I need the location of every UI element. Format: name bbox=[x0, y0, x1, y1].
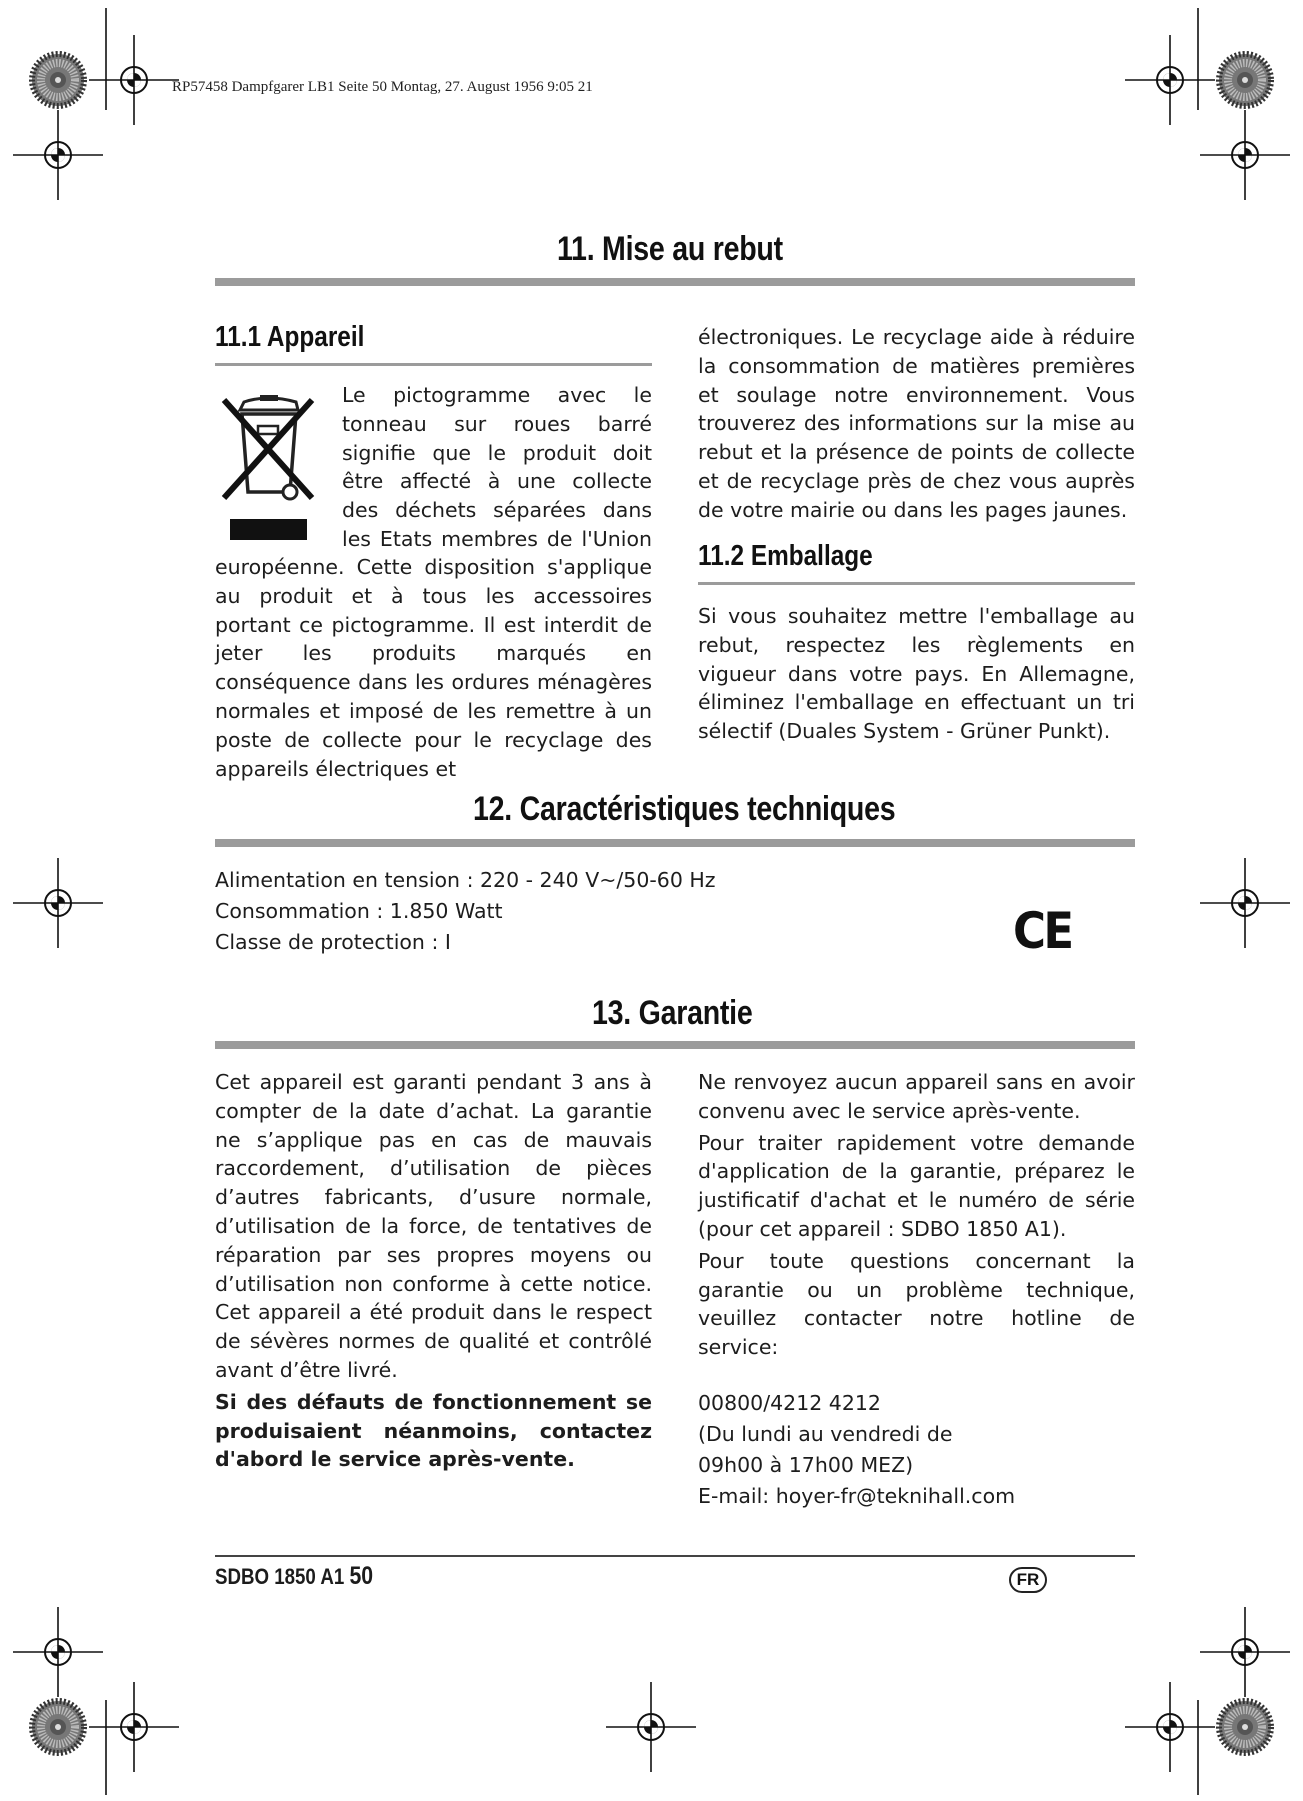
section-11-divider bbox=[215, 278, 1135, 286]
registration-crosshair-icon bbox=[606, 1682, 696, 1772]
hotline-email: E-mail: hoyer-fr@teknihall.com bbox=[698, 1483, 1016, 1508]
subsection-11-1-title: 11.1 Appareil bbox=[215, 321, 365, 353]
print-info: RP57458 Dampfgarer LB1 Seite 50 Montag, 27. August 1956 9:05 21 bbox=[172, 79, 593, 95]
registration-crosshair-icon bbox=[1125, 1682, 1215, 1772]
registration-crosshair-icon bbox=[13, 1607, 103, 1697]
subsection-11-2-title: 11.2 Emballage bbox=[698, 540, 873, 572]
radial-color-target-icon bbox=[32, 1701, 84, 1753]
hotline-hours-2: 09h00 à 17h00 MEZ) bbox=[698, 1452, 914, 1477]
registration-crosshair-icon bbox=[1200, 1607, 1290, 1697]
footer-rule bbox=[215, 1555, 1135, 1557]
warranty-note-bold: Si des défauts de fonctionnement se produisaient néanmoins, contactez d'abord le service après-vente. bbox=[215, 1389, 652, 1472]
radial-color-target-icon bbox=[32, 54, 84, 106]
crossed-out-wheelie-bin-icon bbox=[218, 392, 318, 544]
hotline-hours-1: (Du lundi au vendredi de bbox=[698, 1421, 953, 1446]
language-badge: FR bbox=[1009, 1567, 1047, 1593]
ce-mark-icon: CE bbox=[1013, 902, 1072, 960]
registration-crosshair-icon bbox=[13, 858, 103, 948]
hotline-phone: 00800/4212 4212 bbox=[698, 1390, 881, 1415]
subsection-11-2-rule bbox=[698, 582, 1135, 585]
registration-crosshair-icon bbox=[89, 1682, 179, 1772]
hotline-contact bbox=[698, 1388, 1135, 1512]
disposal-text-intro: Le pictogramme avec le tonneau sur roues barré signifie que le produit doit être affecté à une collecte des déchets séparées dans les Etats membres de l'Union bbox=[342, 383, 652, 551]
section-11-title: 11. Mise au rebut bbox=[557, 230, 783, 268]
registration-crosshair-icon bbox=[1200, 110, 1290, 200]
section-13-title: 13. Garantie bbox=[592, 994, 753, 1032]
warranty-terms: Cet appareil est garanti pendant 3 ans à compter de la date d’achat. La garantie ne s’applique pas en cas de mauvais raccordement, d’utilisation de pièces d’autres fabricants, d’usure normale, d’utilisation de la force, de tentatives de réparation par ses propres moyens ou d’utilisation non conforme à cette notice. Cet appareil a été produit dans le respect de sévères normes de qualité et contrôlé avant d’être livré. bbox=[215, 1070, 652, 1382]
section-13-divider bbox=[215, 1041, 1135, 1049]
warranty-claim-note: Pour traiter rapidement votre demande d'application de la garantie, préparez le justificatif d'achat et le numéro de série (pour cet appareil : SDBO 1850 A1). bbox=[698, 1130, 1135, 1241]
spec-power: Consommation : 1.850 Watt bbox=[215, 899, 503, 923]
footer-model bbox=[215, 1562, 373, 1591]
packaging-text: Si vous souhaitez mettre l'emballage au rebut, respectez les règlements en vigueur dans votre pays. En Allemagne, éliminez l'emballage en effectuant un tri sélectif (Duales System - Grüner Punkt). bbox=[698, 604, 1135, 744]
footer-model-name: SDBO 1850 A1 bbox=[215, 1564, 345, 1589]
registration-crosshair-icon bbox=[1125, 35, 1215, 125]
spec-voltage: Alimentation en tension : 220 - 240 V~/50-60 Hz bbox=[215, 868, 716, 892]
warranty-right-column bbox=[698, 1068, 1135, 1512]
registration-crosshair-icon bbox=[13, 110, 103, 200]
registration-crosshair-icon bbox=[89, 35, 179, 125]
radial-color-target-icon bbox=[1219, 1701, 1271, 1753]
subsection-11-1-rule bbox=[215, 363, 652, 366]
spec-protection-class: Classe de protection : I bbox=[215, 930, 451, 954]
warranty-return-note: Ne renvoyez aucun appareil sans en avoir convenu avec le service après-vente. bbox=[698, 1070, 1135, 1123]
registration-crosshair-icon bbox=[1200, 858, 1290, 948]
section-12-title: 12. Caractéristiques techniques bbox=[473, 790, 896, 828]
warranty-left-column bbox=[215, 1068, 652, 1474]
radial-color-target-icon bbox=[1219, 54, 1271, 106]
disposal-text-body: européenne. Cette disposition s'applique au produit et à tous les accessoires portant ce pictogramme. Il est interdit de jeter les produits marqués en conséquence dans les ordures ménagères normales et imposé de les remettre à un poste de collecte pour le recyclage des appareils électriques et bbox=[215, 555, 652, 781]
page-number: 50 bbox=[349, 1562, 374, 1590]
warranty-hotline-note: Pour toute questions concernant la garantie ou un problème technique, veuillez contacter notre hotline de service: bbox=[698, 1248, 1135, 1360]
disposal-text-continued: électroniques. Le recyclage aide à réduire la consommation de matières premières et soulage notre environnement. Vous trouverez des informations sur la mise au rebut et la présence de points de collecte et de recyclage près de chez vous auprès de votre mairie ou dans les pages jaunes. bbox=[698, 325, 1135, 522]
section-12-divider bbox=[215, 839, 1135, 847]
spec-list bbox=[215, 865, 716, 958]
